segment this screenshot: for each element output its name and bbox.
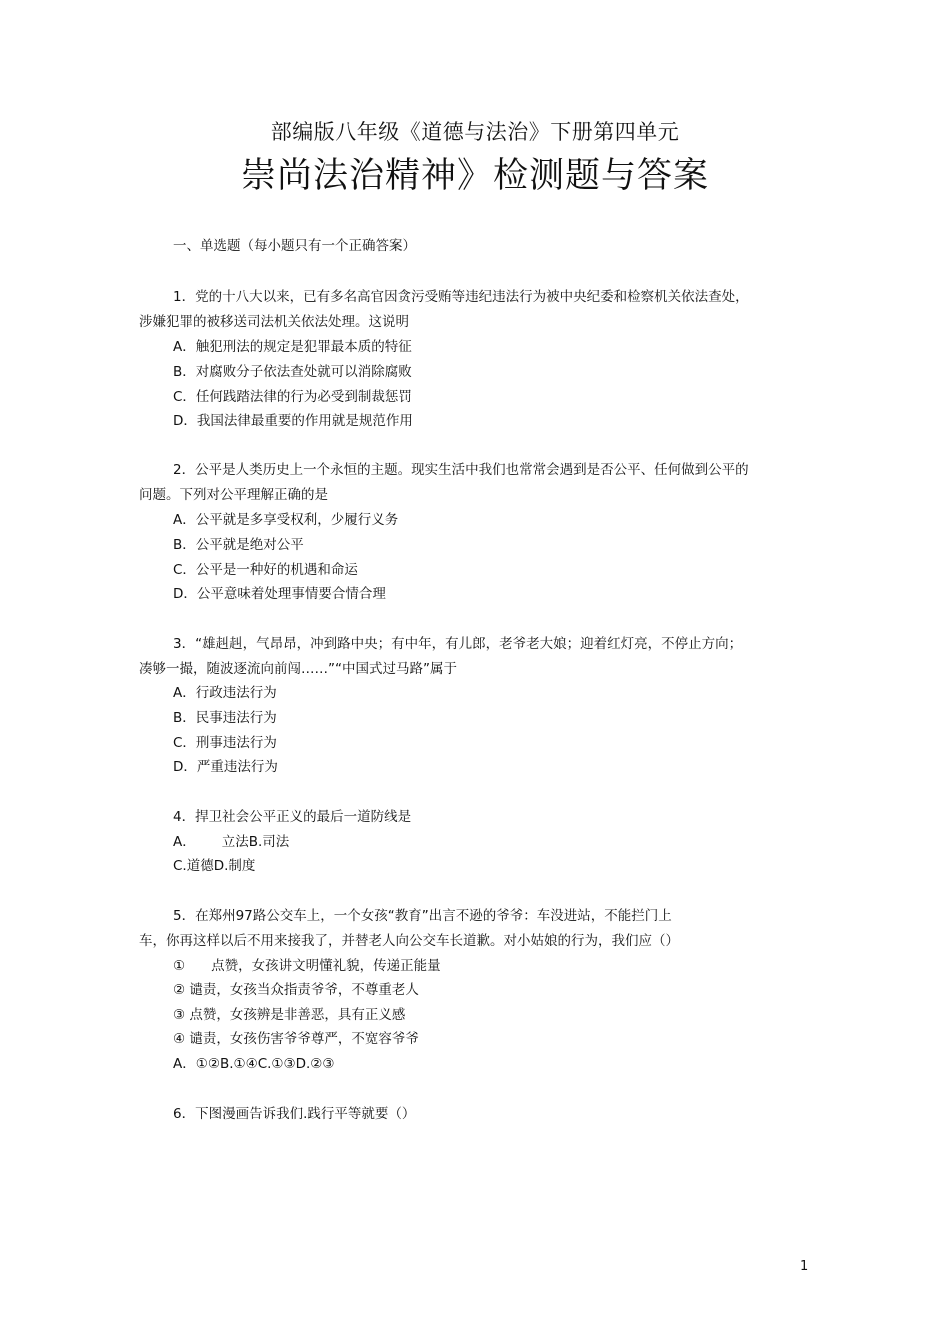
q5-statement-1 bbox=[173, 957, 441, 975]
q6-stem: 6．下图漫画告诉我们.践行平等就要（） bbox=[173, 1106, 416, 1122]
q3-option-b: B．民事违法行为 bbox=[173, 710, 277, 726]
q1-option-c: C．任何践踏法律的行为必受到制裁惩罚 bbox=[173, 389, 412, 405]
q5-statement-4: ④ 谴责，女孩伤害爷爷尊严，不宽容爷爷 bbox=[173, 1031, 419, 1047]
q2-stem-line2: 问题。下列对公平理解正确的是 bbox=[139, 487, 328, 503]
q5-statement-1-text: 点赞，女孩讲文明懂礼貌，传递正能量 bbox=[211, 958, 441, 974]
q4-stem: 4．捍卫社会公平正义的最后一道防线是 bbox=[173, 809, 412, 825]
q1-stem-line2: 涉嫌犯罪的被移送司法机关依法处理。这说明 bbox=[139, 314, 409, 330]
q1-option-a: A．触犯刑法的规定是犯罪最本质的特征 bbox=[173, 339, 412, 355]
q3-stem-line2: 凑够一撮，随波逐流向前闯……”“中国式过马路”属于 bbox=[139, 661, 457, 677]
document-title-line2: 崇尚法治精神》检测题与答案 bbox=[240, 156, 709, 196]
q2-stem-line1: 2．公平是人类历史上一个永恒的主题。现实生活中我们也常常会遇到是否公平、任何做到公平的 bbox=[173, 462, 749, 478]
q3-stem-line1: 3．“雄赳赳，气昂昂，冲到路中央；有中年，有儿郎，老爷老大娘；迎着红灯亮，不停止方向； bbox=[173, 636, 743, 652]
q5-stem-line2: 车，你再这样以后不用来接我了，并替老人向公交车长道歉。对小姑娘的行为，我们应（） bbox=[139, 933, 679, 949]
q2-option-d: D．公平意味着处理事情要合情合理 bbox=[173, 586, 386, 602]
q5-statement-1-label: ① bbox=[173, 958, 186, 974]
q1-stem-line1: 1．党的十八大以来，已有多名高官因贪污受贿等违纪违法行为被中央纪委和检察机关依法查处， bbox=[173, 289, 749, 305]
q3-option-a: A．行政违法行为 bbox=[173, 685, 277, 701]
document-title-line1: 部编版八年级《道德与法治》下册第四单元 bbox=[270, 120, 680, 144]
q1-option-b: B．对腐败分子依法查处就可以消除腐败 bbox=[173, 364, 412, 380]
q2-option-b: B．公平就是绝对公平 bbox=[173, 537, 304, 553]
q2-option-c: C．公平是一种好的机遇和命运 bbox=[173, 562, 358, 578]
q5-answer-options: A．①②B.①④C.①③D.②③ bbox=[173, 1056, 335, 1072]
q4-option-a-label: A． bbox=[173, 834, 196, 850]
page-number: 1 bbox=[800, 1259, 809, 1274]
q1-option-d: D．我国法律最重要的作用就是规范作用 bbox=[173, 413, 413, 429]
q2-option-a: A．公平就是多享受权利，少履行义务 bbox=[173, 512, 399, 528]
q5-stem-line1: 5．在郑州97路公交车上，一个女孩“教育”出言不逊的爷爷：车没进站，不能拦门上 bbox=[173, 908, 672, 924]
section-heading: 一、单选题（每小题只有一个正确答案） bbox=[173, 238, 416, 254]
q4-options-cd: C.道德D.制度 bbox=[173, 858, 256, 874]
q5-statement-2: ② 谴责，女孩当众指责爷爷，不尊重老人 bbox=[173, 982, 419, 998]
q4-options-ab bbox=[173, 833, 289, 851]
q4-options-ab-text: 立法B.司法 bbox=[221, 834, 290, 850]
q3-option-d: D．严重违法行为 bbox=[173, 759, 278, 775]
q3-option-c: C．刑事违法行为 bbox=[173, 735, 277, 751]
q5-statement-3: ③ 点赞，女孩辨是非善恶，具有正义感 bbox=[173, 1007, 406, 1023]
